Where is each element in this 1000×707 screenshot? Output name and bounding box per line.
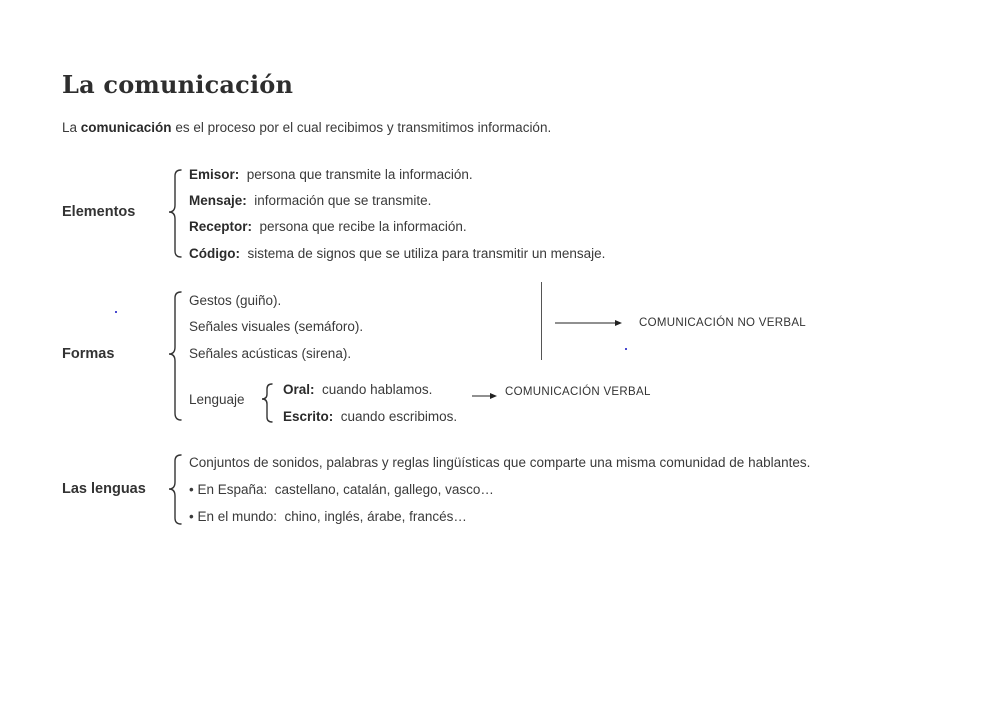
label-lenguas: Las lenguas (62, 481, 146, 497)
lenguaje-item: Oral: cuando hablamos. (283, 382, 433, 397)
elemento-item: Emisor: persona que transmite la información. (189, 167, 473, 182)
stray-dot (115, 311, 117, 313)
label-lenguaje: Lenguaje (189, 392, 245, 407)
brace-elementos (169, 170, 181, 257)
elemento-item: Código: sistema de signos que se utiliza para transmitir un mensaje. (189, 246, 606, 261)
divider-line (541, 282, 542, 360)
intro-paragraph: La comunicación es el proceso por el cual recibimos y transmitimos información. (62, 120, 552, 135)
arrow-verbal-head (490, 393, 497, 399)
elemento-item: Mensaje: información que se transmite. (189, 193, 432, 208)
label-elementos: Elementos (62, 204, 136, 220)
brace-lenguaje (262, 384, 272, 422)
label-no-verbal: COMUNICACIÓN NO VERBAL (639, 317, 806, 329)
elemento-item: Receptor: persona que recibe la información. (189, 219, 467, 234)
brace-formas (169, 292, 181, 420)
forma-item: Señales visuales (semáforo). (189, 319, 364, 334)
forma-item: Gestos (guiño). (189, 293, 282, 308)
lenguas-definition: Conjuntos de sonidos, palabras y reglas lingüísticas que comparte una misma comunidad de hablantes. (189, 455, 811, 470)
lenguaje-item: Escrito: cuando escribimos. (283, 409, 458, 424)
label-verbal: COMUNICACIÓN VERBAL (505, 386, 651, 398)
page-title: La comunicación (62, 70, 294, 99)
forma-item: Señales acústicas (sirena). (189, 346, 352, 361)
lenguas-item: • En el mundo: chino, inglés, árabe, francés… (189, 509, 467, 524)
stray-dot (625, 348, 627, 350)
lenguas-item: • En España: castellano, catalán, gallego, vasco… (189, 482, 494, 497)
brace-lenguas (169, 455, 181, 524)
label-formas: Formas (62, 346, 115, 362)
arrow-no-verbal-head (615, 320, 622, 326)
